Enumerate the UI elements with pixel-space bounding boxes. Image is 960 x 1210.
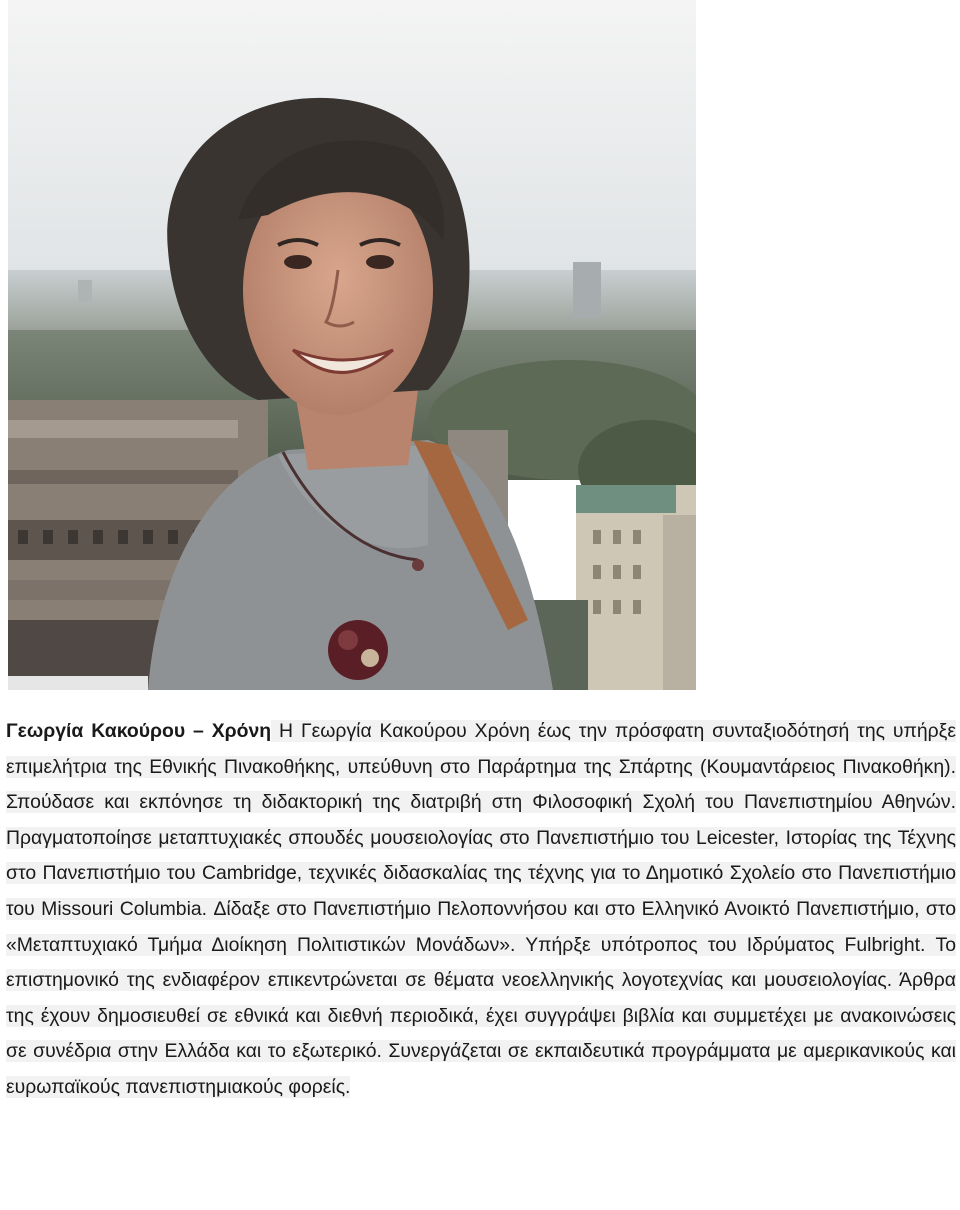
biography-text: Η Γεωργία Κακούρου Χρόνη έως την πρόσφατη συνταξιοδότησή της υπήρξε επιμελήτρια της Εθνικής Πινακοθήκης, υπεύθυνη στο Παράρτημα της Σπάρτης (Κουμαντάρειος Πινακοθήκη). Σπούδασε και εκπόνησε τη διδακτορική της διατριβή στη Φιλοσοφική Σχολή του Πανεπιστημίου Αθηνών. Πραγματοποίησε μεταπτυχιακές σπουδές μουσειολογίας στο Πανεπιστήμιο του Leicester, Ιστορίας της Τέχνης στο Πανεπιστήμιο του Cambridge, τεχνικές διδασκαλίας της τέχνης για το Δημοτικό Σχολείο στο Πανεπιστήμιο του Missouri Columbia. Δίδαξε στο Πανεπιστήμιο Πελοποννήσου και στο Ελληνικό Ανοικτό Πανεπιστήμιο, στο «Μεταπτυχιακό Τμήμα Διοίκηση Πολιτιστικών Μονάδων». Υπήρξε υπότροπος του Ιδρύματος Fulbright. Το επιστημονικό της ενδιαφέρον επικεντρώνεται σε θέματα νεοελληνικής λογοτεχνίας και μουσειολογίας. Άρθρα της έχουν δημοσιευθεί σε εθνικά και διεθνή περιοδικά, έχει συγγράψει βιβλία και συμμετέχει με ανακοινώσεις σε συνέδρια στην Ελλάδα και το εξωτερικό. Συνεργάζεται σε εκπαιδευτικά προγράμματα με αμερικανικούς και ευρωπαϊκούς πανεπιστημιακούς φορείς. bbox=[6, 720, 956, 1098]
biography-name: Γεωργία Κακούρου – Χρόνη bbox=[6, 720, 272, 742]
biography-paragraph bbox=[6, 714, 956, 1106]
portrait-photo bbox=[8, 0, 696, 690]
portrait-photo-icon bbox=[8, 0, 696, 690]
